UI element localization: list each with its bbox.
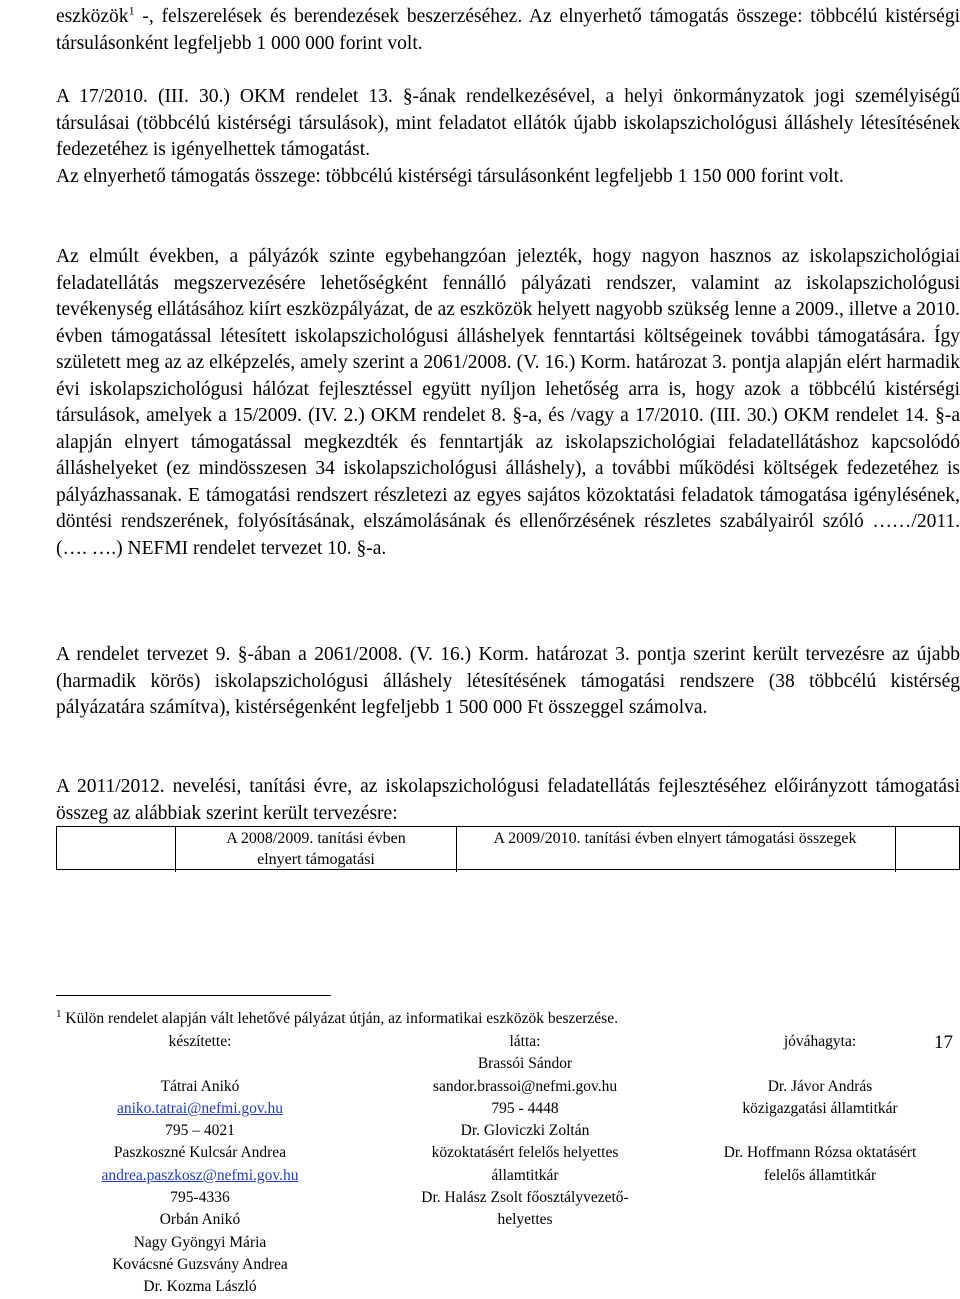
table-header-cell: A 2009/2010. tanítási évben elnyert támogatási összegek [455, 826, 896, 872]
phone-number: 795-4336 [170, 1189, 230, 1207]
footnote [56, 1009, 936, 1029]
signature-label: jóváhagyta: [783, 1033, 857, 1050]
paragraph-text: Az elmúlt években, a pályázók szinte egybehangzóan jelezték, hogy nagyon hasznos az iskolapszichológiai feladatellátás megszervezésére lehetőségként fennálló pályázati rendszer, valamint az iskolapszichológusi tevékenység ellátásához kiírt eszközpályázat, de az eszközök helyett nagyobb szükség lenne a 2009., illetve a 2010. évben támogatással létesített iskolapszichológusi álláshelyek fenntartási költségeinek további támogatására. Így született meg az az elképzelés, amely szerint a 2061/2008. (V. 16.) Korm. határozat 3. pontja alapján elért harmadik évi iskolapszichológusi hálózat fejlesztéssel együtt nyíljon lehetőség arra is, hogy azok a többcélú kistérségi társulások, amelyek a 15/2009. (IV. 2.) OKM rendelet 8. §-a, és /vagy a 17/2010. (III. 30.) OKM rendelet 14. §-a alapján elnyert támogatással megkezdték és fenntartják az iskolapszichológiai feladatellátáshoz kapcsolódó álláshelyeket (ez mindösszesen 34 iskolapszichológusi álláshely), a további működési költségek fedezetéhez is pályázhassanak. E támogatási rendszert részletezi az egyes sajátos közoktatási feladatok támogatása igénylésének, döntési rendszerének, folyósításának, elszámolásának és ellenőrzésének részletes szabályairól szóló ……/2011. (…. ….) NEFMI rendelet tervezet 10. §-a. [56, 246, 960, 559]
person-name: Dr. Jávor András [767, 1077, 873, 1095]
person-title: helyettes [497, 1211, 553, 1229]
person-name: Brassói Sándor [477, 1055, 573, 1073]
paragraph-background [56, 244, 960, 562]
signature-label: készítette: [168, 1033, 232, 1050]
paragraph-amount [56, 164, 960, 191]
footnote-reference[interactable]: 1 [128, 3, 135, 18]
paragraph-text: A rendelet tervezet 9. §-ában a 2061/2008. (V. 16.) Korm. határozat 3. pontja szerint került tervezésre az újabb (harmadik körös) iskolapszichológusi álláshely létesítésének támogatási rendszere (38 többcélú kistérség pályázatára számítva), kistérségenként legfeljebb 1 500 000 Ft összeggel számolva. [56, 644, 960, 718]
paragraph-text: -, felszerelések és berendezések beszerzéséhez. Az elnyerhető támogatás összege: többcélú kistérségi társulásonként legfeljebb 1 000 000 forint volt. [56, 6, 960, 54]
paragraph-tools [56, 4, 960, 57]
person-name: Orbán Anikó [159, 1211, 241, 1229]
person-name: Tátrai Anikó [160, 1077, 240, 1095]
paragraph-draft-decree [56, 642, 960, 722]
signature-label: látta: [509, 1033, 541, 1050]
email-link[interactable]: andrea.paszkosz@nefmi.gov.hu [101, 1166, 299, 1184]
person-title: államtitkár [491, 1166, 559, 1184]
table-header-cell: A 2008/2009. tanítási évben elnyert támogatási [175, 826, 457, 872]
signature-approved [700, 1031, 940, 1187]
footnote-mark: 1 [56, 1007, 62, 1020]
person-title: közoktatásért felelős helyettes [431, 1144, 619, 1162]
phone-number: 795 – 4021 [165, 1122, 235, 1140]
footnote-separator [56, 995, 331, 996]
signature-prepared [80, 1031, 320, 1299]
paragraph-budget [56, 774, 960, 827]
person-name: Dr. Halász Zsolt főosztályvezető- [421, 1189, 629, 1207]
paragraph-text: Az elnyerhető támogatás összege: többcélú kistérségi társulásonként legfeljebb 1 150 000 forint volt. [56, 166, 844, 187]
person-title: közigazgatási államtitkár [742, 1099, 898, 1117]
person-name: Paszkoszné Kulcsár Andrea [113, 1144, 287, 1162]
paragraph-text: A 17/2010. (III. 30.) OKM rendelet 13. §-ának rendelkezésével, a helyi önkormányzatok jogi személyiségű társulásai (többcélú kistérségi társulások), mint feladatot ellátók újabb iskolapszichológusi álláshely létesítésének fedezetéhez is igényelhettek támogatást. [56, 86, 960, 160]
person-name: Dr. Hoffmann Rózsa oktatásért [723, 1144, 917, 1162]
phone-number: 795 - 4448 [491, 1099, 559, 1117]
page-number: 17 [934, 1032, 953, 1053]
person-name: Nagy Gyöngyi Mária [133, 1233, 267, 1251]
email-text: sandor.brassoi@nefmi.gov.hu [432, 1077, 618, 1095]
person-name: Dr. Kozma László [143, 1278, 257, 1296]
person-name: Dr. Gloviczki Zoltán [460, 1122, 590, 1140]
person-name: Kovácsné Guzsvány Andrea [112, 1255, 288, 1273]
paragraph-text: A 2011/2012. nevelési, tanítási évre, az iskolapszichológusi feladatellátás fejlesztéséhez előirányzott támogatási összeg az alábbiak szerint került tervezésre: [56, 776, 960, 824]
paragraph-text: eszközök [56, 6, 129, 27]
footnote-text: Külön rendelet alapján vált lehetővé pályázat útján, az informatikai eszközök beszerzése. [61, 1010, 618, 1027]
email-link[interactable]: aniko.tatrai@nefmi.gov.hu [116, 1099, 284, 1117]
signature-seen [390, 1031, 660, 1232]
person-title: felelős államtitkár [763, 1166, 877, 1184]
budget-table [56, 826, 960, 870]
paragraph-okm-13 [56, 84, 960, 164]
